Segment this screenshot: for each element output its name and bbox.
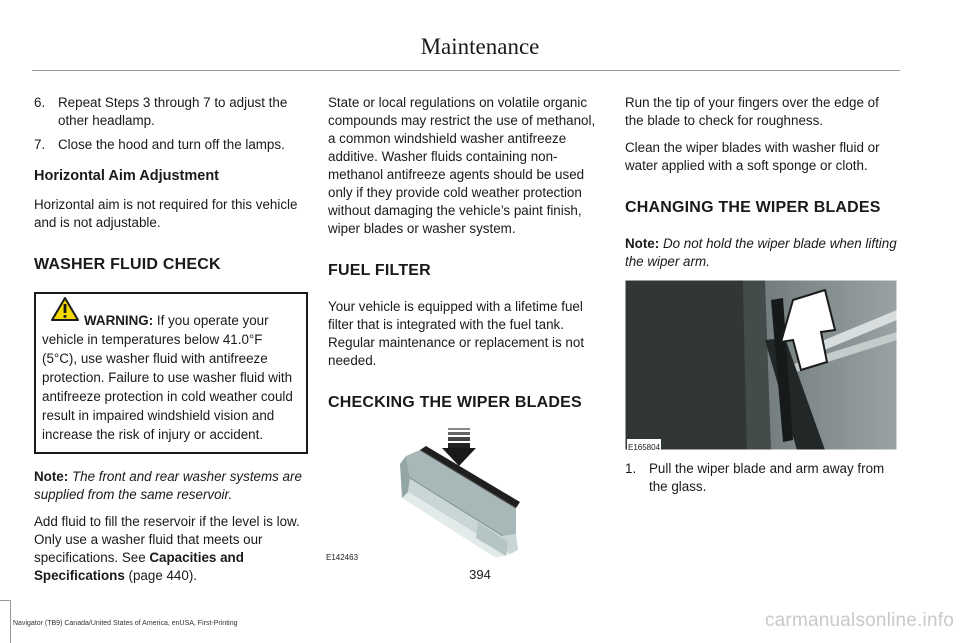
step-number: 1.	[625, 461, 637, 476]
note-label: Note:	[34, 469, 69, 484]
page-number: 394	[469, 567, 491, 582]
footer-doc-info: Navigator (TB9) Canada/United States of America, enUSA, First-Printing	[13, 620, 238, 627]
crop-mark	[0, 600, 11, 601]
crop-mark	[10, 600, 11, 643]
wiper-blade-illustration	[328, 426, 602, 566]
list-item	[34, 94, 308, 130]
warning-text: If you operate your vehicle in temperatures below 41.0°F (5°C), use washer fluid with antifreeze protection. Failure to use washer fluid with antifreeze protection in cold weather could result in impaired windshield vision and increase the risk of injury or accident.	[42, 313, 293, 442]
wiper-blade-figure	[328, 426, 602, 566]
step-text: Repeat Steps 3 through 7 to adjust the other headlamp.	[58, 95, 288, 128]
section-heading-changing-wiper: CHANGING THE WIPER BLADES	[625, 199, 881, 216]
note-label: Note:	[625, 236, 660, 251]
section-heading-washer-fluid: WASHER FLUID CHECK	[34, 256, 221, 273]
subheading-horizontal-aim: Horizontal Aim Adjustment	[34, 168, 220, 184]
paragraph: Run the tip of your fingers over the edge of the blade to check for roughness.	[625, 95, 879, 128]
step-number: 6.	[34, 95, 46, 110]
header-divider	[32, 70, 900, 71]
list-item	[625, 460, 899, 496]
watermark[interactable]: carmanualsonline.info	[764, 610, 954, 631]
paragraph: State or local regulations on volatile organic compounds may restrict the use of methanol, a common windshield washer antifreeze additive. Washer fluids containing non-methanol antifreeze agents should be used only if they provide cold weather protection without damaging the vehicle’s paint finish, wiper blades or washer system.	[328, 95, 596, 236]
note-text: The front and rear washer systems are supplied from the same reservoir.	[34, 469, 302, 502]
link-page-ref: (page 440).	[124, 568, 198, 583]
section-heading-fuel-filter: FUEL FILTER	[328, 262, 431, 279]
wiper-arm-figure	[625, 280, 897, 450]
note-text: Do not hold the wiper blade when lifting the wiper arm.	[625, 236, 897, 269]
paragraph: Your vehicle is equipped with a lifetime fuel filter that is integrated with the fuel tank. Regular maintenance or replacement is not needed.	[328, 299, 585, 368]
paragraph: Clean the wiper blades with washer fluid or water applied with a soft sponge or cloth.	[625, 140, 880, 173]
figure-label: E165804	[627, 439, 661, 457]
warning-icon	[42, 302, 82, 330]
step-number: 7.	[34, 137, 46, 152]
page-title: Maintenance	[420, 34, 540, 59]
paragraph: Horizontal aim is not required for this vehicle and is not adjustable.	[34, 197, 298, 230]
column-left	[34, 94, 308, 594]
wiper-arm-photo	[625, 280, 897, 450]
note	[34, 468, 308, 504]
figure-label: E142463	[326, 553, 359, 562]
step-text: Pull the wiper blade and arm away from the glass.	[649, 461, 885, 494]
step-text: Close the hood and turn off the lamps.	[58, 137, 285, 152]
column-middle	[328, 94, 602, 566]
warning-label: WARNING:	[84, 313, 154, 328]
list-item	[34, 136, 308, 154]
add-fluid-text: Add fluid to fill the reservoir if the level is low. Only use a washer fluid that meets our specifications. See	[34, 514, 300, 565]
note	[625, 235, 899, 271]
warning-box	[34, 292, 308, 454]
capacities-link[interactable]: Capacities and Specifications	[34, 550, 244, 583]
section-heading-checking-wiper: CHECKING THE WIPER BLADES	[328, 394, 582, 411]
column-right	[625, 94, 899, 502]
